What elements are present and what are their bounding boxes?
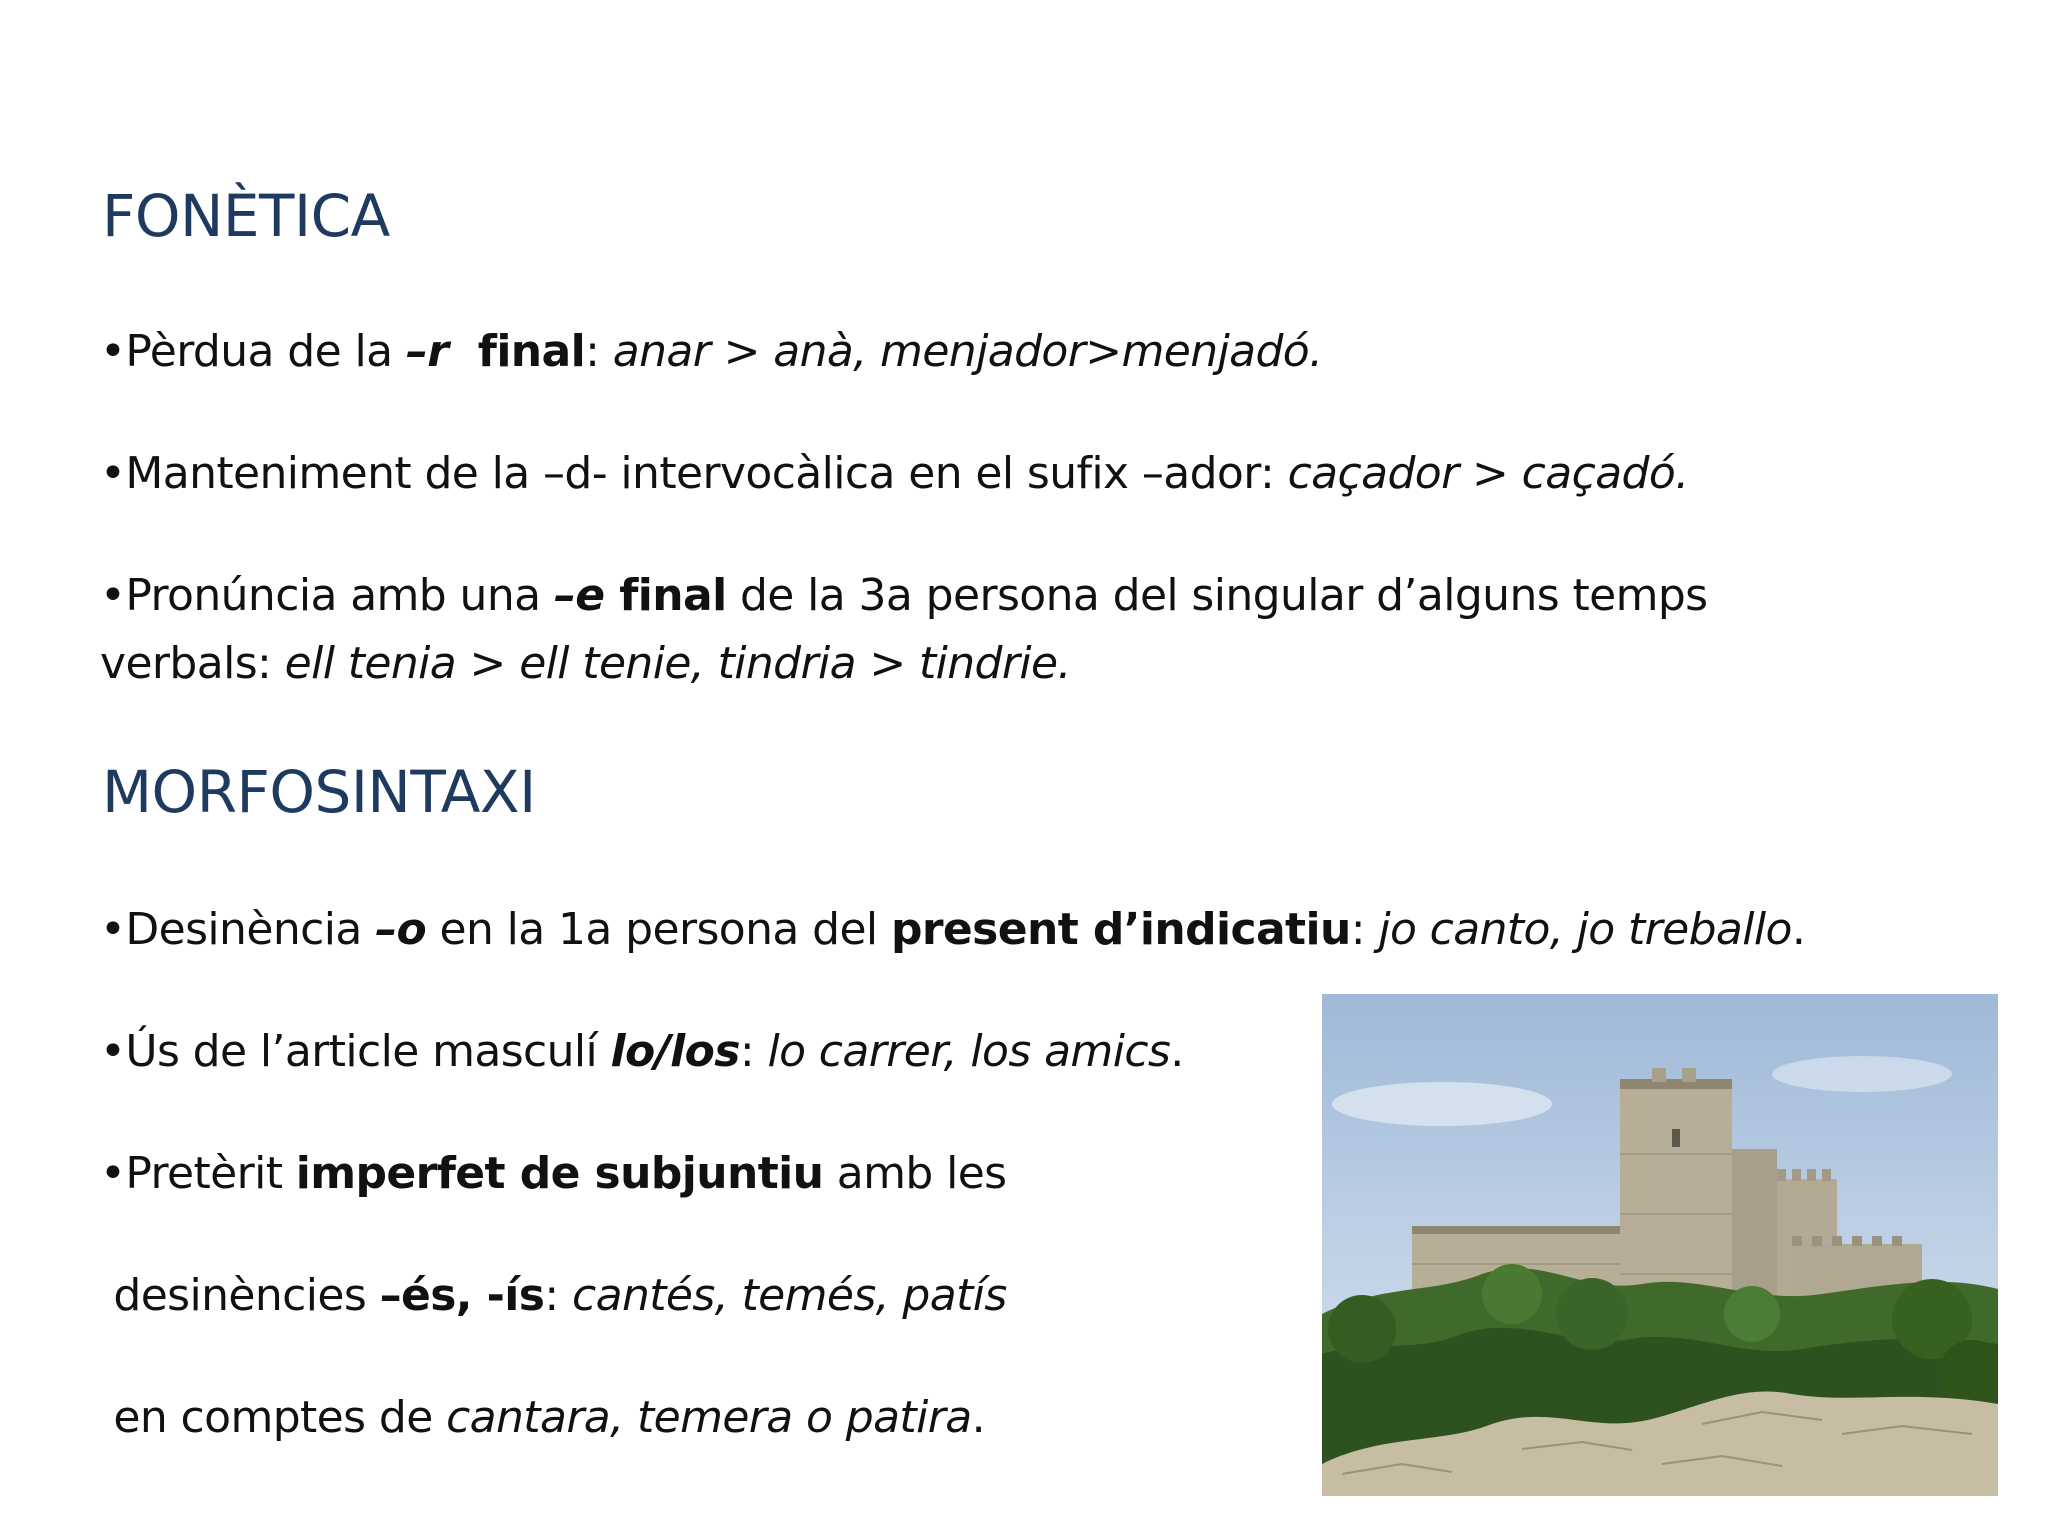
bullet: • <box>100 904 126 955</box>
text: Pronúncia amb una <box>125 570 554 621</box>
example: cantara, temera o patira <box>446 1392 972 1443</box>
morfosintaxi-item-2 <box>100 1018 1184 1086</box>
morfosintaxi-item-1 <box>100 896 1805 964</box>
emphasis: final <box>604 570 727 621</box>
text: : <box>1350 904 1379 955</box>
text: : <box>739 1026 768 1077</box>
emphasis: final <box>448 326 586 377</box>
example: lo carrer, los amics <box>767 1026 1171 1077</box>
morfosintaxi-item-3-line-2 <box>100 1262 1007 1330</box>
shrub <box>1482 1264 1542 1324</box>
cloud <box>1772 1056 1952 1092</box>
text: Desinència <box>125 904 376 955</box>
text: . <box>1791 904 1806 955</box>
shrub <box>1724 1286 1780 1342</box>
text: en la 1a persona del <box>426 904 891 955</box>
example: ell tenia > ell tenie, tindria > tindrie. <box>284 638 1071 689</box>
cloud <box>1332 1082 1552 1126</box>
heading-fonetica: FONÈTICA <box>102 182 390 250</box>
text: Ús de l’article masculí <box>125 1026 611 1077</box>
fonetica-item-2 <box>100 440 1689 508</box>
emphasis: –és, -ís <box>379 1270 545 1321</box>
example: anar > anà, menjador>menjadó. <box>612 326 1323 377</box>
emphasis: imperfet de subjuntiu <box>295 1148 824 1199</box>
fonetica-item-1 <box>100 318 1323 386</box>
keep-top <box>1620 1079 1732 1089</box>
morfosintaxi-item-3-line-3 <box>100 1384 985 1452</box>
morfosintaxi-item-3-line-1 <box>100 1140 1007 1208</box>
emphasis: lo/los <box>610 1026 740 1077</box>
keep-window <box>1672 1129 1680 1147</box>
keep-merlon <box>1682 1068 1696 1082</box>
emphasis: –r <box>405 326 449 377</box>
text: amb les <box>823 1148 1007 1199</box>
bullet: • <box>100 1148 126 1199</box>
text: verbals: <box>100 638 285 689</box>
bullet: • <box>100 326 126 377</box>
castle-illustration <box>1322 994 1998 1496</box>
example: cantés, temés, patís <box>572 1270 1007 1321</box>
text: Manteniment de la –d- intervocàlica en el sufix –ador: <box>125 448 1288 499</box>
text: Pèrdua de la <box>125 326 406 377</box>
text: desinències <box>100 1270 380 1321</box>
fonetica-item-3 <box>100 562 1708 698</box>
text: : <box>585 326 613 377</box>
heading-morfosintaxi: MORFOSINTAXI <box>102 758 536 826</box>
castle-photo <box>1322 994 1998 1496</box>
bullet: • <box>100 570 126 621</box>
text: : <box>544 1270 573 1321</box>
text: en comptes de <box>100 1392 447 1443</box>
text: Pretèrit <box>125 1148 296 1199</box>
shrub <box>1556 1278 1628 1350</box>
emphasis: –e <box>553 570 605 621</box>
castle-wall-top <box>1412 1226 1642 1234</box>
text: . <box>971 1392 985 1443</box>
example: jo canto, jo treballo <box>1378 904 1792 955</box>
example: caçador > caçadó. <box>1287 448 1689 499</box>
text: . <box>1170 1026 1184 1077</box>
shrub <box>1328 1295 1396 1363</box>
bullet: • <box>100 1026 126 1077</box>
keep-merlon <box>1652 1068 1666 1082</box>
emphasis: present d’indicatiu <box>890 904 1351 955</box>
text: de la 3a persona del singular d’alguns temps <box>726 570 1708 621</box>
bullet: • <box>100 448 126 499</box>
emphasis: –o <box>375 904 427 955</box>
